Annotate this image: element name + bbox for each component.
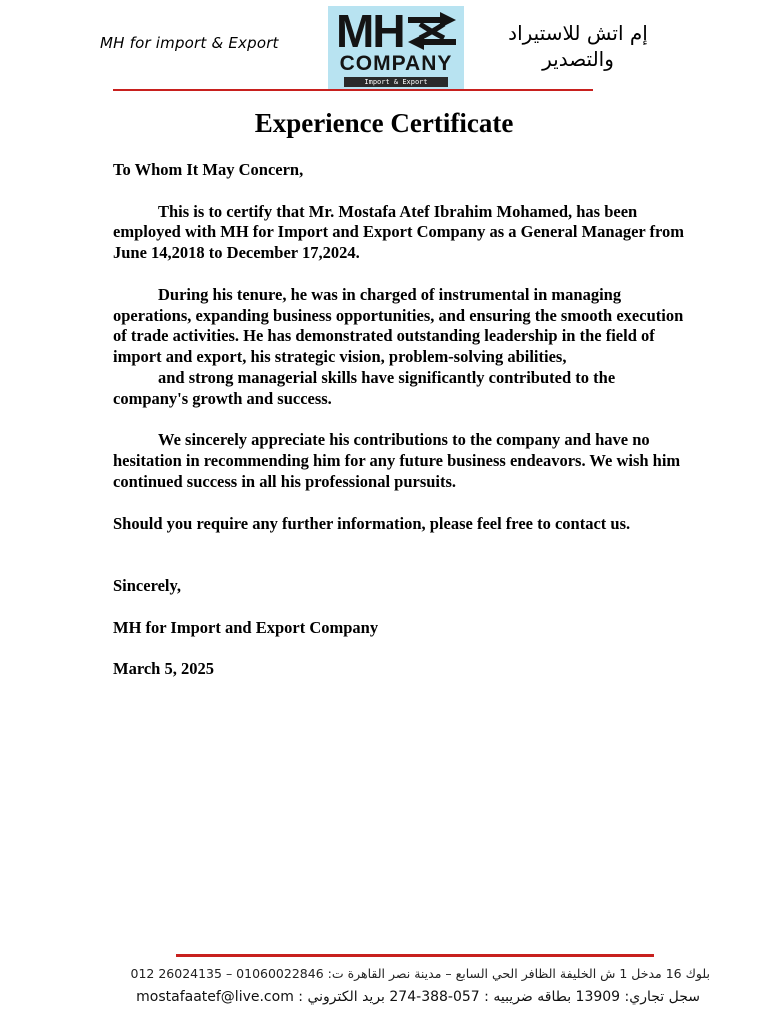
footer-registration-line: سجل تجاري: 13909 بطاقه ضريبيه : 057-388-274 بريد الكتروني : mostafaatef@live.com	[136, 989, 700, 1005]
header-ar-line1: إم اتش للاستيراد	[508, 21, 648, 45]
closing: Sincerely,	[113, 575, 181, 595]
exchange-arrows-icon	[404, 10, 460, 52]
header-company-name-en: MH for import & Export	[100, 34, 279, 52]
paragraph-tenure-part1: During his tenure, he was in charged of instrumental in managing operations, expanding business opportunities, and ensuring the smooth execution of trade activities. He has demonstrated outstanding leadership in the field of import and export, his strategic vision, problem-solving abilities,	[113, 284, 684, 367]
salutation: To Whom It May Concern,	[113, 160, 304, 179]
header-company-name-ar	[498, 20, 658, 72]
logo-company-text: COMPANY	[339, 52, 453, 75]
header-ar-line2: والتصدير	[542, 47, 614, 71]
paragraph-appreciation: We sincerely appreciate his contributions to the company and have no hesitation in recommending him for any future business endeavors. We wish him continued success in all his professional pursuits.	[113, 430, 681, 491]
certificate-body	[113, 160, 693, 701]
logo-mh-text: MH	[336, 6, 404, 57]
logo-subtitle: Import & Export	[344, 77, 448, 87]
company-logo	[328, 6, 464, 90]
paragraph-contact: Should you require any further information, please feel free to contact us.	[113, 513, 631, 533]
document-title: Experience Certificate	[254, 108, 514, 138]
signatory: MH for Import and Export Company	[113, 617, 379, 637]
header-divider	[113, 89, 593, 91]
paragraph-tenure	[113, 285, 693, 410]
footer-address-line: بلوك 16 مدخل 1 ش الخليفة الظافر الحي السابع – مدينة نصر القاهرة ت: 01060022846 – 26024135 012	[130, 966, 710, 981]
paragraph-tenure-part2: and strong managerial skills have significantly contributed to the company's growth and success.	[113, 367, 616, 408]
document-date: March 5, 2025	[113, 659, 214, 679]
footer-divider	[176, 954, 654, 957]
paragraph-employment: This is to certify that Mr. Mostafa Atef Ibrahim Mohamed, has been employed with MH for Import and Export Company as a General Manager from June 14,2018 to December 17,2024.	[113, 201, 685, 263]
